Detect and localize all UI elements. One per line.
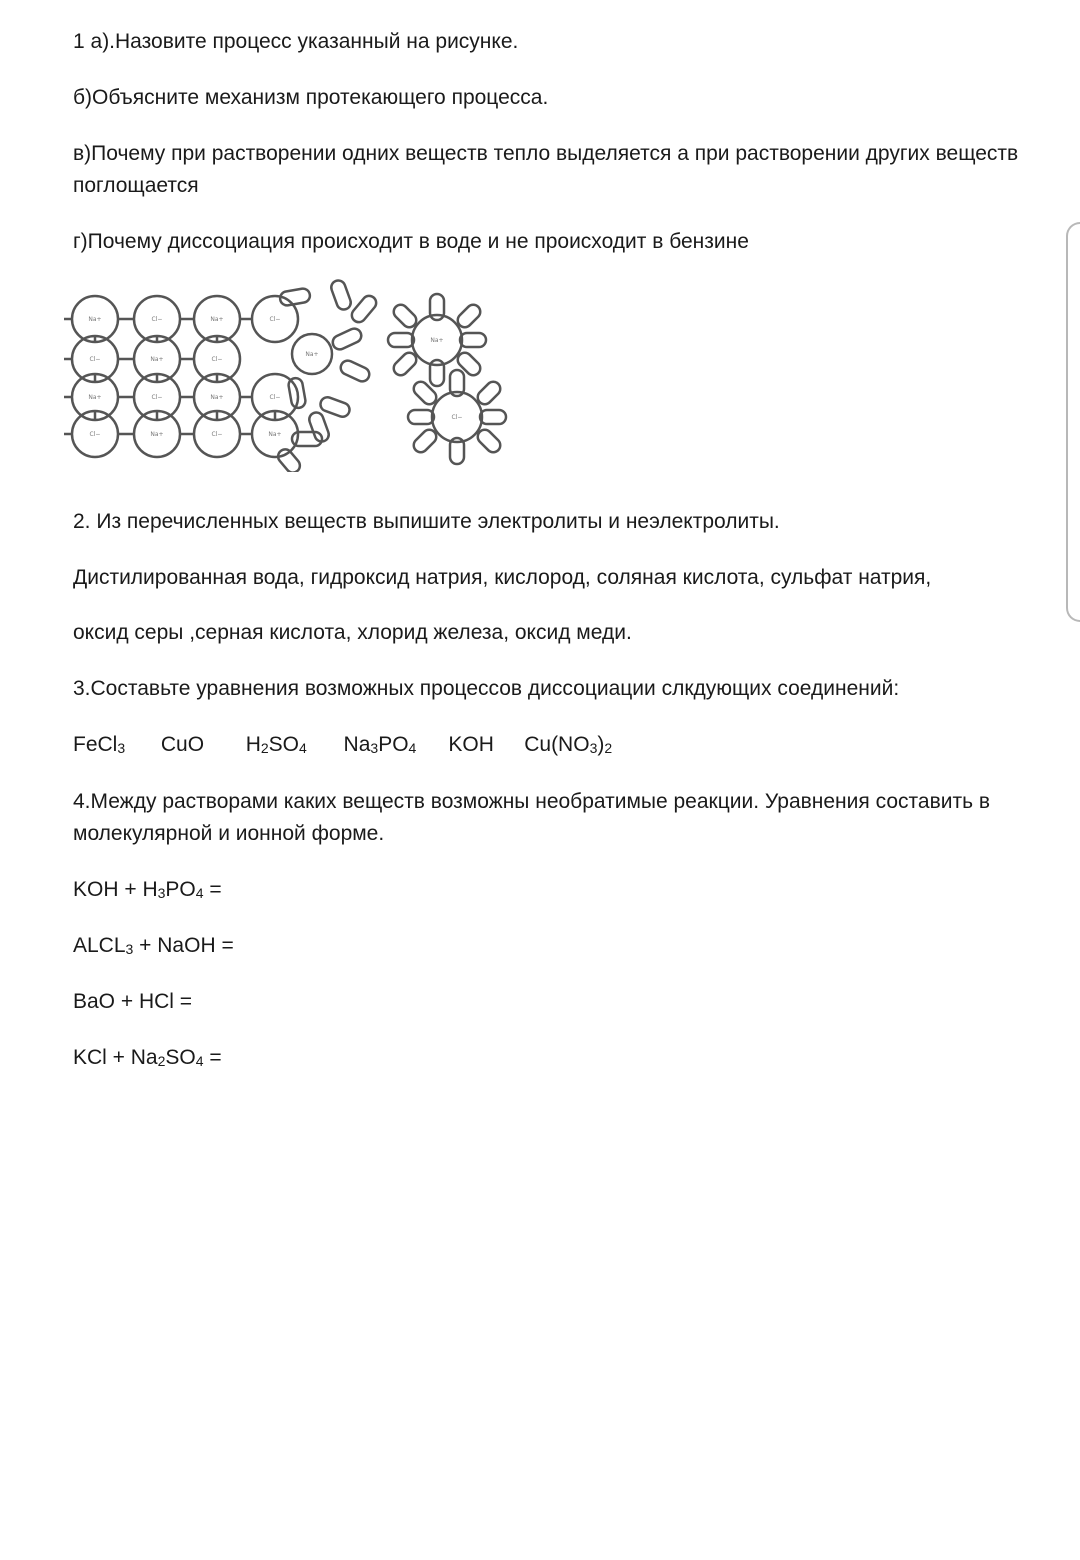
formula: FeCl$_3$ [73, 733, 126, 756]
ion-label: Cl− [89, 431, 101, 438]
question-1b: б)Объясните механизм протекающего процесса. [73, 86, 549, 109]
ion-label: Cl− [151, 394, 163, 401]
equation-2: $ALCL_3$ + NaOH = [73, 934, 234, 957]
ion-label: Na+ [88, 316, 102, 323]
question-1v-line2: поглощается [73, 174, 199, 197]
equation-4: KCl + $Na_2SO_4$ = [73, 1046, 222, 1069]
equation-3: BaO + HCl = [73, 990, 193, 1013]
question-4-title-line1: 4.Между растворами каких веществ возможны необратимые реакции. Уравнения составить в [73, 790, 991, 813]
ion-label: Cl− [451, 414, 463, 421]
ion-label: Na+ [150, 431, 164, 438]
formula-list [73, 729, 612, 764]
formula: $H_2SO_4$ [245, 733, 307, 756]
side-panel-handle[interactable] [1066, 222, 1080, 622]
ion-label: Cl− [269, 394, 281, 401]
question-1v-line1: в)Почему при растворении одних веществ тепло выделяется а при растворении других веществ [73, 142, 1019, 165]
equation-1: KOH + $H_3PO_4$ = [73, 878, 222, 901]
detaching-ion [275, 279, 379, 472]
ion-label: Na+ [305, 351, 319, 358]
ion-label: Cl− [211, 431, 223, 438]
question-2-list-line1: Дистилированная вода, гидроксид натрия, кислород, соляная кислота, сульфат натрия, [73, 566, 932, 589]
formula: KOH [448, 733, 494, 756]
ion-label: Cl− [151, 316, 163, 323]
ion-label: Na+ [210, 394, 224, 401]
ion-label: Cl− [211, 356, 223, 363]
ion-label: Na+ [210, 316, 224, 323]
question-2-list-line2: оксид серы ,серная кислота, хлорид железа, оксид меди. [73, 621, 632, 644]
formula: CuO [160, 733, 205, 756]
ion-label: Cl− [269, 316, 281, 323]
dissolution-figure [62, 272, 532, 472]
ion-label: Na+ [268, 431, 282, 438]
question-1g: г)Почему диссоциация происходит в воде и не происходит в бензине [73, 230, 749, 253]
question-4-title-line2: молекулярной и ионной форме. [73, 822, 385, 845]
ion-label: Cl− [89, 356, 101, 363]
question-2-title: 2. Из перечисленных веществ выпишите электролиты и неэлектролиты. [73, 510, 780, 533]
ion-label: Na+ [150, 356, 164, 363]
ion-label: Na+ [88, 394, 102, 401]
question-1a: 1 а).Назовите процесс указанный на рисунке. [73, 30, 519, 53]
formula: $Na_3PO_4$ [343, 733, 417, 756]
question-3-title: 3.Составьте уравнения возможных процессов диссоциации слкдующих соединений: [73, 677, 900, 700]
formula: $Cu(NO_3)_2$ [524, 733, 613, 756]
ion-label: Na+ [430, 337, 444, 344]
